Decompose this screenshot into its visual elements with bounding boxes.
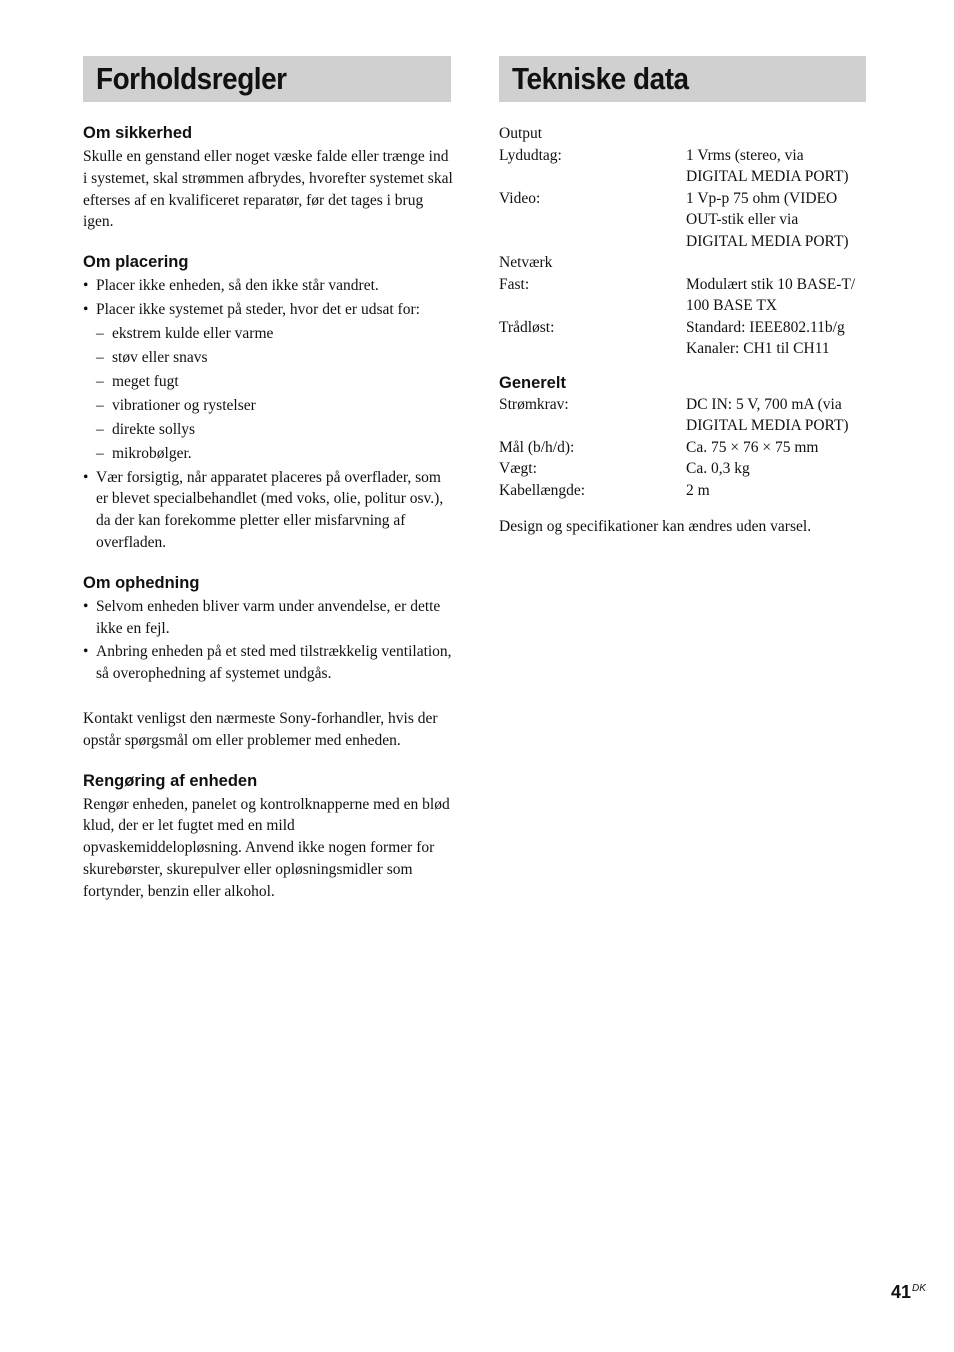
spec-row bbox=[499, 437, 871, 459]
spec-value bbox=[686, 317, 871, 360]
spec-row bbox=[499, 274, 871, 317]
spec-row bbox=[499, 458, 871, 480]
list-item bbox=[83, 299, 455, 465]
spec-label: Trådløst: bbox=[499, 318, 555, 336]
spec-value: 2 m bbox=[686, 481, 710, 499]
spec-label: Vægt: bbox=[499, 460, 537, 477]
spec-value-line: DC IN: 5 V, 700 mA (via bbox=[686, 395, 842, 413]
page-number bbox=[891, 1282, 926, 1303]
spec-label: Lydudtag: bbox=[499, 146, 562, 164]
list-item: – mikrobølger. bbox=[83, 443, 455, 465]
spec-value-line: DIGITAL MEDIA PORT) bbox=[686, 417, 849, 434]
spec-value bbox=[686, 394, 871, 437]
network-group bbox=[499, 252, 871, 360]
safety-text: Skulle en genstand eller noget væske falde eller trænge ind i systemet, skal strømmen afbrydes, hvorefter systemet skal efterses af en kvalificeret reparatør, før det tages i brug igen. bbox=[83, 148, 453, 231]
spec-value bbox=[686, 188, 871, 253]
precautions-banner bbox=[83, 56, 451, 102]
heating-list bbox=[83, 596, 455, 685]
spec-row bbox=[499, 480, 871, 502]
spec-value-line: Kanaler: CH1 til CH11 bbox=[686, 340, 830, 357]
heating-heading: Om ophedning bbox=[83, 573, 200, 592]
list-item: • Selvom enheden bliver varm under anvendelse, er dette ikke en fejl. bbox=[83, 596, 455, 640]
list-item: – direkte sollys bbox=[83, 419, 455, 441]
list-item: – ekstrem kulde eller varme bbox=[83, 323, 455, 345]
spec-value bbox=[686, 274, 871, 317]
spec-value: Ca. 0,3 kg bbox=[686, 460, 750, 477]
specifications-column bbox=[499, 56, 871, 538]
general-heading: Generelt bbox=[499, 373, 566, 392]
list-item: • Anbring enheden på et sted med tilstrækkelig ventilation, så overophedning af systemet undgås. bbox=[83, 641, 455, 685]
list-item: – vibrationer og rystelser bbox=[83, 395, 455, 417]
safety-heading: Om sikkerhed bbox=[83, 124, 193, 142]
spec-row bbox=[499, 394, 871, 437]
spec-label: Kabellængde: bbox=[499, 481, 586, 499]
spec-label: Fast: bbox=[499, 275, 530, 293]
list-item-text: Placer ikke systemet på steder, hvor det er udsat for: bbox=[96, 300, 420, 318]
general-group bbox=[499, 394, 871, 502]
output-title: Output bbox=[499, 125, 543, 142]
placement-heading: Om placering bbox=[83, 253, 189, 272]
page-number-value: 41 bbox=[891, 1282, 912, 1302]
page-number-suffix: DK bbox=[912, 1283, 926, 1294]
spec-value bbox=[686, 145, 871, 188]
spec-value-line: 1 Vp-p 75 ohm (VIDEO bbox=[686, 189, 838, 207]
contact-text: Kontakt venligst den nærmeste Sony-forhandler, hvis der opstår spørgsmål om eller problemer med enheden. bbox=[83, 710, 438, 749]
spec-value-line: OUT-stik eller via bbox=[686, 211, 799, 228]
spec-value-line: Modulært stik 10 BASE-T/ bbox=[686, 275, 856, 293]
list-item: • Placer ikke enheden, så den ikke står vandret. bbox=[83, 275, 455, 297]
output-group bbox=[499, 123, 871, 252]
specifications-title: Tekniske data bbox=[512, 61, 689, 96]
spec-value-line: DIGITAL MEDIA PORT) bbox=[686, 232, 849, 250]
cleaning-text: Rengør enheden, panelet og kontrolknapperne med en blød klud, der er let fugtet med en mild opvaskemiddelopløsning. Anvend ikke nogen former for skurebørster, skurepulver eller opløsningsmidler som fortynder, benzin eller alkohol. bbox=[83, 795, 450, 900]
specifications-banner bbox=[499, 56, 866, 102]
exposure-list bbox=[83, 323, 455, 465]
spec-row bbox=[499, 145, 871, 188]
specs-change-note: Design og specifikationer kan ændres uden varsel. bbox=[499, 518, 812, 535]
list-item: • Vær forsigtig, når apparatet placeres på overflader, som er blevet specialbehandlet (med voks, olie, politur osv.), da der kan forekomme pletter eller misfarvning af overfladen. bbox=[83, 467, 455, 554]
spec-row bbox=[499, 317, 871, 360]
spec-value-line: DIGITAL MEDIA PORT) bbox=[686, 168, 849, 185]
precautions-title: Forholdsregler bbox=[96, 61, 287, 96]
precautions-column bbox=[83, 56, 455, 903]
list-item: – meget fugt bbox=[83, 371, 455, 393]
spec-value-line: 100 BASE TX bbox=[686, 297, 778, 314]
spec-label: Strømkrav: bbox=[499, 395, 569, 413]
spec-value-line: 1 Vrms (stereo, via bbox=[686, 146, 804, 164]
network-title: Netværk bbox=[499, 254, 553, 271]
spec-row bbox=[499, 188, 871, 253]
spec-value: Ca. 75 × 76 × 75 mm bbox=[686, 438, 819, 456]
spec-label: Video: bbox=[499, 189, 541, 207]
spec-label: Mål (b/h/d): bbox=[499, 438, 575, 456]
list-item: – støv eller snavs bbox=[83, 347, 455, 369]
placement-list bbox=[83, 275, 455, 554]
cleaning-heading: Rengøring af enheden bbox=[83, 771, 258, 790]
spec-value-line: Standard: IEEE802.11b/g bbox=[686, 318, 845, 336]
